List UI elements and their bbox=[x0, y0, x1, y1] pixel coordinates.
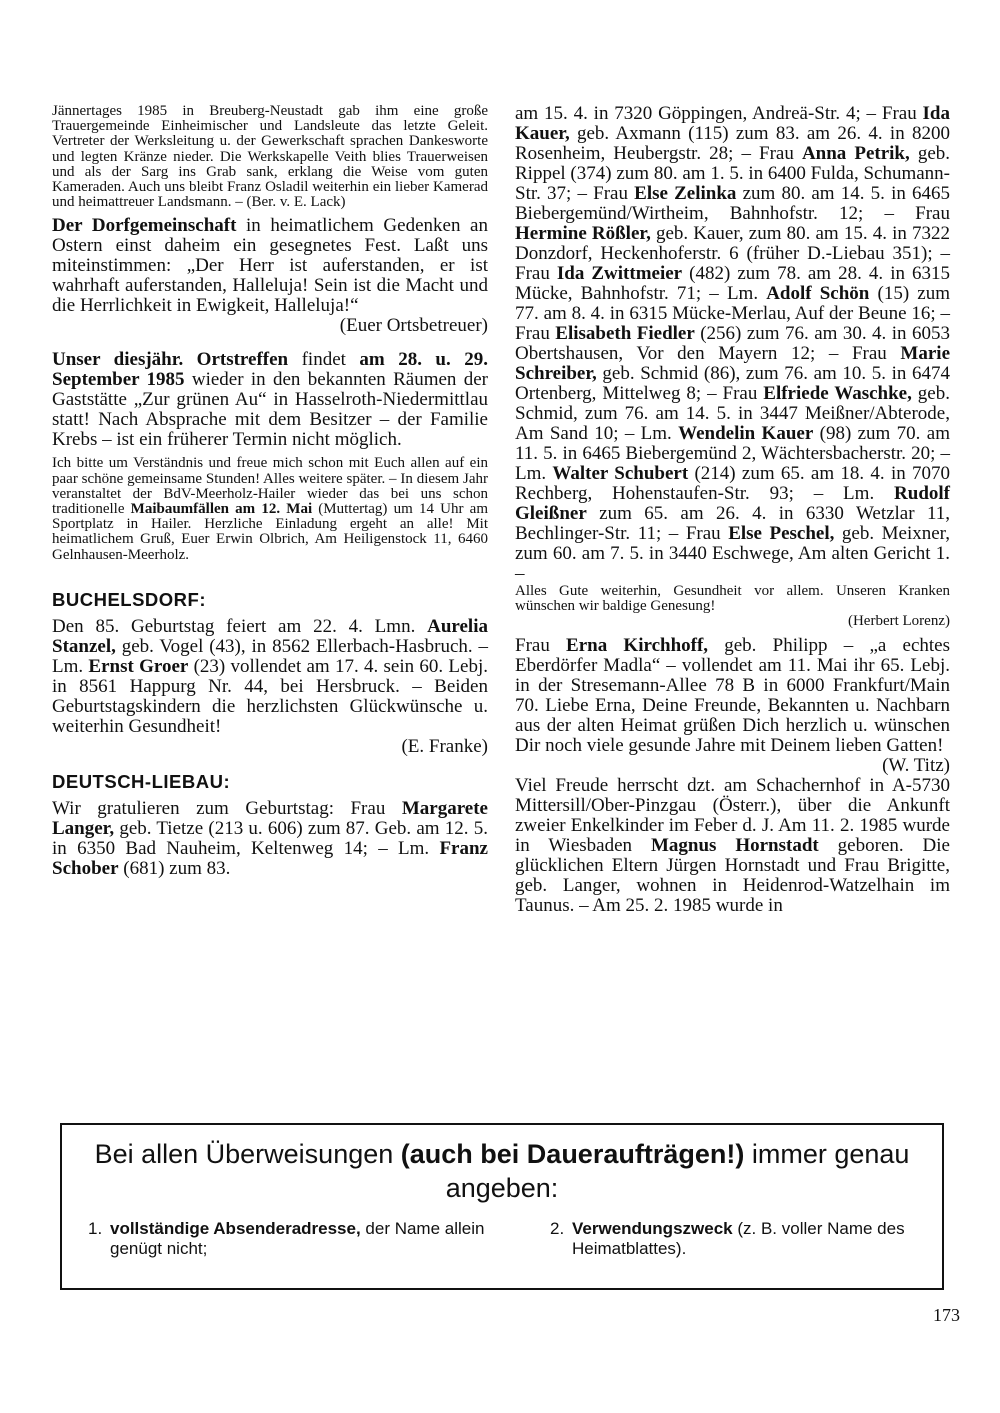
bl-text-11: (98) zum 70. am 11. 5. in 6465 Biebergemünd 2, Wächtersbacherstr. 20; – Lm. bbox=[515, 423, 950, 484]
liebau-bold-2: Franz Schober bbox=[52, 837, 488, 879]
liebau-text-2: geb. Tietze (213 u. 606) zum 87. Geb. am 12. 5. in 6350 Bad Nauheim, Keltenweg 14; – Lm. bbox=[52, 817, 488, 859]
kirchhoff-text-2: geb. Philipp – „a echtes Eberdörfer Madla“ – vollendet am 11. Mai ihr 65. Lebj. in der Stresemann-Allee 78 B in 6000 Frankfurt/Main 70. Liebe Erna, Deine Freunde, Bekannten u. Nachbarn aus der alten Heimat grüßen Dich herzlich u. wünschen Dir noch viele gesunde Jahre mit Deinem lieben Gatten! bbox=[515, 634, 950, 756]
notice-item-1-text bbox=[110, 1219, 488, 1259]
hornstadt-bold: Magnus Hornstadt bbox=[650, 834, 819, 856]
deutsch-liebau-heading: DEUTSCH-LIEBAU: bbox=[52, 770, 231, 792]
bl-text-1: am 15. 4. in 7320 Göppingen, Andreä-Str. 4; – Frau bbox=[515, 103, 923, 124]
bl-bold-10: Wendelin Kauer bbox=[678, 423, 814, 444]
notice-item-2-number: 2. bbox=[550, 1219, 565, 1238]
bl-bold-9: Elfriede Waschke, bbox=[763, 383, 912, 404]
hornstadt-text-1: Viel Freude herrscht dzt. am Schachernhof in A-5730 Mittersill/Ober-Pinzgau (Österr.), über die Ankunft zweier Enkelkinder im Feber d. J. Am 11. 2. 1985 wurde in Wiesbaden bbox=[515, 774, 950, 856]
notice-items bbox=[62, 1219, 942, 1259]
greetings-signature: (Herbert Lorenz) bbox=[847, 613, 950, 630]
kirchhoff-paragraph bbox=[515, 634, 950, 776]
bl-bold-13: Else Peschel, bbox=[728, 523, 835, 544]
bl-bold-11: Walter Schubert bbox=[552, 463, 689, 484]
buchelsdorf-text-1: Den 85. Geburtstag feiert am 22. 4. Lmn. bbox=[52, 615, 428, 637]
easter-greeting-bold: Der Dorfgemeinschaft bbox=[52, 215, 237, 237]
kirchhoff-bold: Erna Kirchhoff, bbox=[566, 634, 709, 656]
maibaum-paragraph bbox=[52, 456, 488, 562]
easter-greeting-text: in heimatlichem Gedenken an Ostern einst daheim ein gesegnetes Fest. Laßt uns miteinstimmen: „Der Herr ist auferstanden, er ist wahrhaft auferstanden, Halleluja! Sein ist die Macht und die Herrlichkeit in Ewigkeit, Halleluja!“ bbox=[52, 215, 488, 317]
notice-item-2 bbox=[550, 1219, 940, 1259]
bl-bold-6: Adolf Schön bbox=[766, 283, 870, 304]
meeting-text-1: findet bbox=[288, 349, 360, 371]
bl-text-3: geb. Rippel (374) zum 80. am 1. 5. in 6400 Fulda, Schumann-Str. 37; – Frau bbox=[515, 143, 950, 204]
meeting-text-2: wieder in den bekannten Räumen der Gaststätte „Zur grünen Au“ in Hasselroth-Niedermittlau statt! Nach Absprache mit dem Besitzer – der Familie Krebs – ist ein früherer Termin nicht möglich. bbox=[52, 369, 488, 451]
bl-text-13: zum 65. am 26. 4. in 6330 Wetzlar 11, Bechlinger-Str. 11; – Frau bbox=[515, 503, 950, 544]
buchelsdorf-text-2: geb. Vogel (43), in 8562 Ellerbach-Hasbruch. – Lm. bbox=[52, 635, 488, 677]
notice-title-text-1: Bei allen Überweisungen bbox=[94, 1139, 401, 1169]
bl-text-5: geb. Kauer, zum 80. am 15. 4. in 7322 Donzdorf, Heckenhoferstr. 6 (früher D.-Liebau 351); – Frau bbox=[515, 223, 950, 284]
bl-bold-2: Anna Petrik, bbox=[801, 143, 910, 164]
left-column bbox=[52, 104, 488, 879]
bl-bold-7: Elisabeth Fiedler bbox=[555, 323, 695, 344]
bl-bold-5: Ida Zwittmeier bbox=[556, 263, 683, 284]
bl-text-4: zum 80. am 14. 5. in 6465 Biebergemünd/Wirtheim, Bahnhofstr. 12; – Frau bbox=[515, 183, 951, 224]
buchelsdorf-text-3: (23) vollendet am 17. 4. sein 60. Lebj. in 8561 Happurg Nr. 44, bei Hersbruck. – Beiden Geburtstagskindern die herzlichsten Glückwünsche u. weiterhin Gesundheit! bbox=[52, 655, 488, 737]
buchelsdorf-bold-2: Ernst Groer bbox=[88, 655, 189, 677]
liebau-text-3: (681) zum 83. bbox=[118, 857, 231, 879]
buchelsdorf-signature: (E. Franke) bbox=[401, 735, 488, 757]
buchelsdorf-paragraph bbox=[52, 617, 488, 757]
greetings-text: Alles Gute weiterhin, Gesundheit vor allem. Unseren Kranken wünschen wir baldige Genesung! bbox=[515, 583, 950, 615]
notice-item-2-text bbox=[572, 1219, 940, 1259]
hornstadt-text-2: geboren. Die glücklichen Eltern Jürgen Hornstadt und Frau Brigitte, geb. Langer, wohnen in Heidenrod-Watzelhain im Taunus. – Am 25. 2. 1985 wurde in bbox=[515, 834, 950, 916]
bl-text-10: geb. Schmid, zum 76. am 14. 5. in 3447 Meißner/Abterode, Am Sand 10; – Lm. bbox=[515, 383, 950, 444]
obituary-paragraph bbox=[52, 104, 488, 210]
liebau-bold-1: Margarete Langer, bbox=[52, 797, 488, 839]
bl-text-2: geb. Axmann (115) zum 83. am 26. 4. in 8200 Rosenheim, Heubergstr. 28; – Frau bbox=[515, 123, 950, 164]
meeting-bold-1: Unser diesjähr. Ortstreffen bbox=[52, 349, 289, 371]
notice-item-2-bold: Verwendungszweck bbox=[572, 1219, 733, 1238]
notice-item-1 bbox=[88, 1219, 488, 1259]
notice-title bbox=[62, 1137, 942, 1205]
deutsch-liebau-paragraph bbox=[52, 799, 488, 879]
bl-text-8: (256) zum 76. am 30. 4. in 6053 Obertshausen, Vor den Mayern 12; – Frau bbox=[515, 323, 950, 364]
right-column bbox=[515, 104, 950, 916]
notice-title-text-2: immer genau angeben: bbox=[445, 1139, 910, 1203]
notice-item-2-rest: (z. B. voller Name des Heimatblattes). bbox=[572, 1219, 905, 1258]
page-number: 173 bbox=[933, 1305, 960, 1325]
transfer-notice-box bbox=[60, 1123, 944, 1290]
greetings-paragraph bbox=[515, 584, 950, 630]
bl-text-14: geb. Meixner, zum 60. am 7. 5. in 3440 Eschwege, Am alten Gericht 1. – bbox=[515, 523, 950, 584]
bl-bold-4: Hermine Rößler, bbox=[515, 223, 651, 244]
easter-greeting-signature: (Euer Ortsbetreuer) bbox=[339, 315, 488, 337]
maibaum-text-2: (Muttertag) um 14 Uhr am Sportplatz in Hailer. Herzliche Einladung ergeht an alle! Mit heimatlichem Gruß, Euer Erwin Olbrich, Am Heiligenstock 11, 6460 Gelnhausen-Meerholz. bbox=[52, 501, 488, 563]
meeting-bold-2: am 28. u. 29. September 1985 bbox=[52, 349, 488, 391]
bl-text-9: geb. Schmid (86), zum 76. am 10. 5. in 6474 Ortenberg, Mittelweg 8; – Frau bbox=[515, 363, 950, 404]
bl-bold-8: Marie Schreiber, bbox=[515, 343, 950, 384]
obituary-text: Jännertages 1985 in Breuberg-Neustadt gab ihm eine große Trauergemeinde Einheimischer und Landsleute das letzte Geleit. Vertreter der Werksleitung u. der Gewerkschaft sprachen Dankesworte und legten Kränze nieder. Die Werkskapelle Veith blies Trauerweisen und als der Sarg ins Grab sank, erklang die Weise vom guten Kameraden. Auch uns bleibt Franz Osladil weiterhin ein lieber Kamerad und heimattreuer Landsmann. – (Ber. v. E. Lack) bbox=[52, 103, 488, 211]
bl-bold-1: Ida Kauer, bbox=[515, 103, 950, 144]
hornstadt-paragraph bbox=[515, 776, 950, 916]
bl-bold-12: Rudolf Gleißner bbox=[515, 483, 950, 524]
bl-bold-3: Else Zelinka bbox=[634, 183, 737, 204]
meeting-announcement bbox=[52, 350, 488, 450]
bl-text-7: (15) zum 77. am 8. 4. in 6315 Mücke-Merlau, Auf der Beune 16; – Frau bbox=[515, 283, 950, 344]
bl-text-12: (214) zum 65. am 18. 4. in 7070 Rechberg, Hohenstaufen-Str. 93; – Lm. bbox=[515, 463, 951, 504]
easter-greeting-paragraph bbox=[52, 216, 488, 336]
buchelsdorf-bold-1: Aurelia Stanzel, bbox=[52, 615, 488, 657]
maibaum-bold: Maibaumfällen am 12. Mai bbox=[130, 501, 313, 518]
kirchhoff-text-1: Frau bbox=[515, 634, 567, 656]
birthday-list-paragraph bbox=[515, 104, 950, 584]
bl-text-6: (482) zum 78. am 28. 4. in 6315 Mücke, Bahnhofstr. 71; – Lm. bbox=[515, 263, 951, 304]
notice-item-1-rest: der Name allein genügt nicht; bbox=[110, 1219, 485, 1258]
buchelsdorf-heading: BUCHELSDORF: bbox=[52, 588, 206, 610]
liebau-text-1: Wir gratulieren zum Geburtstag: Frau bbox=[52, 797, 402, 819]
notice-title-bold: (auch bei Daueraufträgen!) bbox=[400, 1139, 745, 1169]
notice-item-1-number: 1. bbox=[88, 1219, 103, 1238]
maibaum-text-1: Ich bitte um Verständnis und freue mich schon mit Euch allen auf ein paar schöne gemeinsame Stunden! Alles weitere später. – In diesem Jahr veranstaltet der BdV-Meerholz-Hailer wieder das bei uns schon traditionelle bbox=[52, 455, 488, 518]
kirchhoff-signature: (W. Titz) bbox=[882, 754, 950, 776]
notice-item-1-bold: vollständige Absenderadresse, bbox=[110, 1219, 361, 1238]
